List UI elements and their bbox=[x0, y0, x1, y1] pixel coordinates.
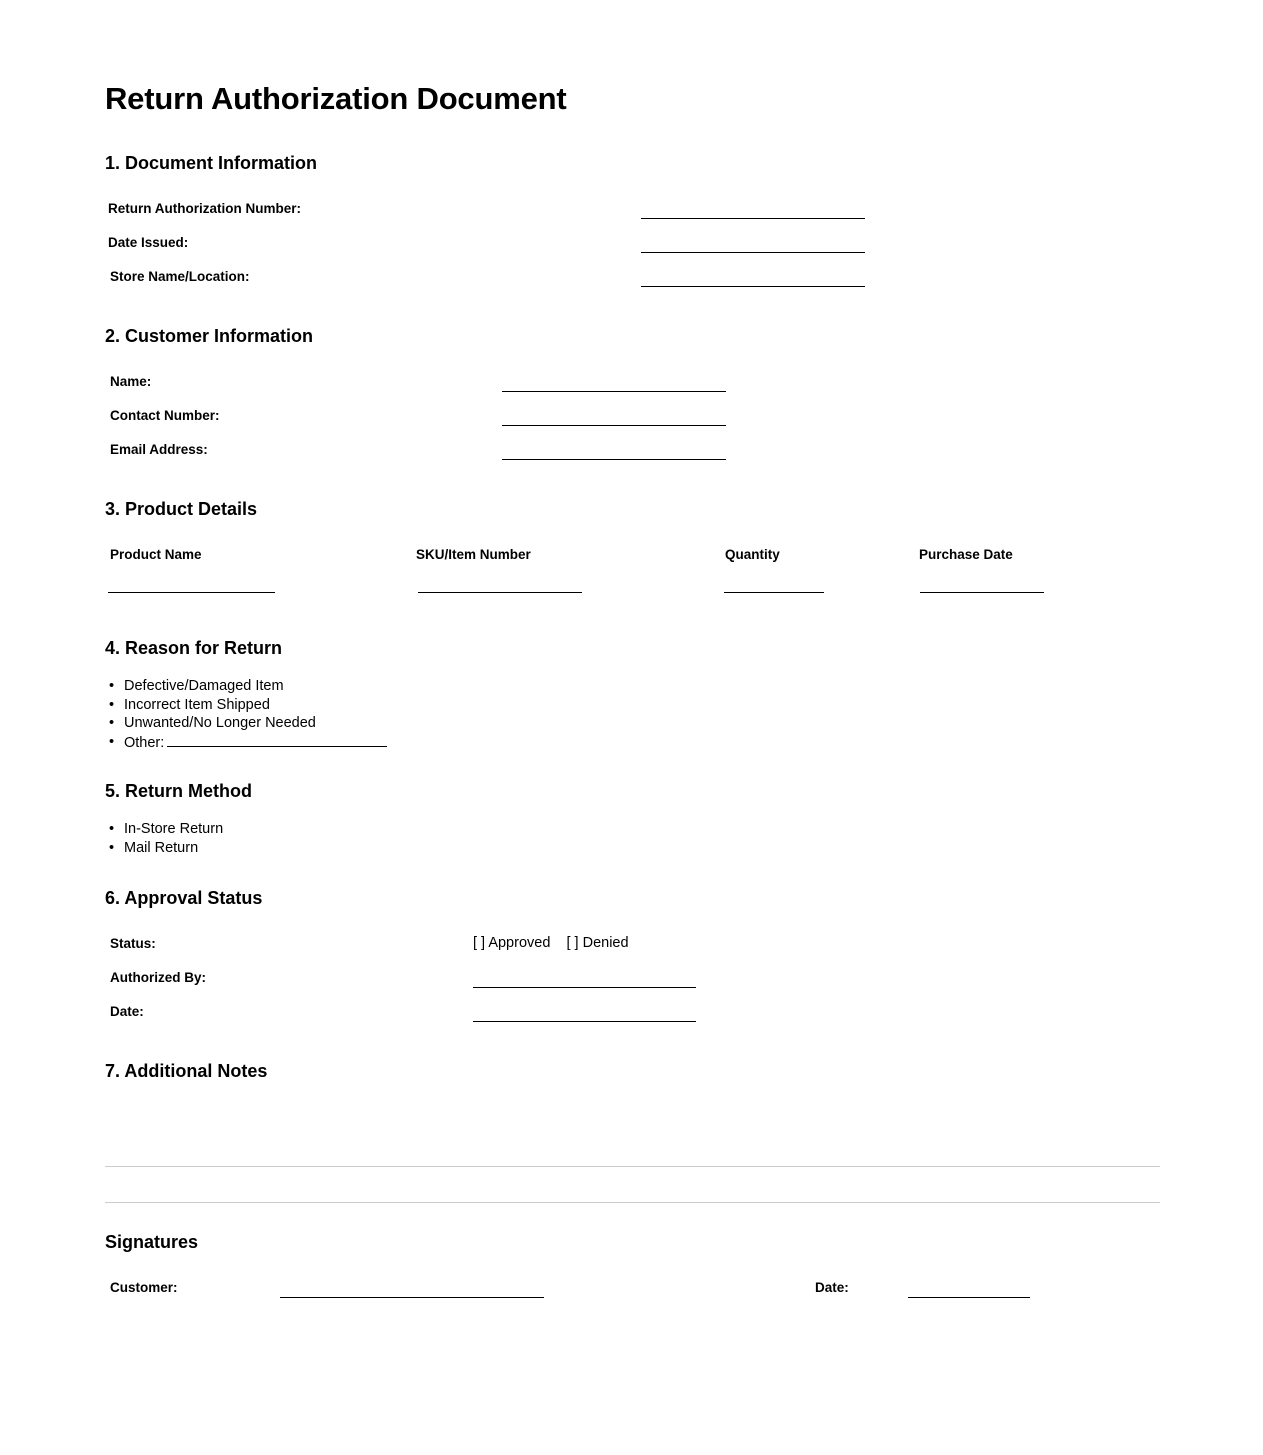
section-heading-document-information: 1. Document Information bbox=[105, 153, 318, 173]
notes-line-2[interactable] bbox=[105, 1202, 1160, 1203]
input-approval-date[interactable] bbox=[473, 1021, 696, 1022]
return-method-list bbox=[105, 820, 223, 857]
section-heading-customer-information: 2. Customer Information bbox=[105, 326, 314, 346]
reason-for-return-list bbox=[105, 677, 387, 752]
input-quantity[interactable] bbox=[724, 592, 824, 593]
page-title: Return Authorization Document bbox=[105, 81, 567, 116]
list-item-reason-unwanted[interactable]: • Unwanted/No Longer Needed bbox=[105, 714, 387, 733]
label-customer-name: Name: bbox=[110, 374, 152, 389]
input-product-name[interactable] bbox=[108, 592, 275, 593]
column-header-purchase-date: Purchase Date bbox=[919, 547, 1013, 562]
input-store-name-location[interactable] bbox=[641, 286, 865, 287]
list-item-method-mail[interactable]: • Mail Return bbox=[105, 839, 223, 858]
column-header-sku-item-number: SKU/Item Number bbox=[416, 547, 531, 562]
column-header-product-name: Product Name bbox=[110, 547, 202, 562]
status-checkbox-group[interactable]: [ ] Approved [ ] Denied bbox=[473, 935, 629, 951]
input-signature-customer[interactable] bbox=[280, 1297, 544, 1298]
label-status: Status: bbox=[110, 936, 156, 951]
section-heading-reason-for-return: 4. Reason for Return bbox=[105, 638, 283, 658]
input-authorized-by[interactable] bbox=[473, 987, 696, 988]
notes-line-1[interactable] bbox=[105, 1166, 1160, 1167]
column-header-quantity: Quantity bbox=[725, 547, 780, 562]
label-signature-date: Date: bbox=[815, 1280, 849, 1295]
section-heading-signatures: Signatures bbox=[105, 1232, 199, 1252]
input-customer-name[interactable] bbox=[502, 391, 726, 392]
label-approval-date: Date: bbox=[110, 1004, 144, 1019]
input-return-authorization-number[interactable] bbox=[641, 218, 865, 219]
label-store-name-location: Store Name/Location: bbox=[110, 269, 250, 284]
input-contact-number[interactable] bbox=[502, 425, 726, 426]
list-item-reason-defective[interactable]: • Defective/Damaged Item bbox=[105, 677, 387, 696]
input-date-issued[interactable] bbox=[641, 252, 865, 253]
label-authorized-by: Authorized By: bbox=[110, 970, 206, 985]
label-contact-number: Contact Number: bbox=[110, 408, 220, 423]
section-heading-additional-notes: 7. Additional Notes bbox=[105, 1061, 268, 1081]
input-signature-date[interactable] bbox=[908, 1297, 1030, 1298]
input-email-address[interactable] bbox=[502, 459, 726, 460]
list-item-method-in-store[interactable]: • In-Store Return bbox=[105, 820, 223, 839]
label-return-authorization-number: Return Authorization Number: bbox=[108, 201, 301, 216]
label-signature-customer: Customer: bbox=[110, 1280, 178, 1295]
list-item-reason-incorrect[interactable]: • Incorrect Item Shipped bbox=[105, 696, 387, 715]
input-purchase-date[interactable] bbox=[920, 592, 1044, 593]
label-email-address: Email Address: bbox=[110, 442, 208, 457]
list-item-reason-other-label: Other: bbox=[124, 734, 165, 751]
section-heading-return-method: 5. Return Method bbox=[105, 781, 252, 801]
label-date-issued: Date Issued: bbox=[108, 235, 189, 250]
input-sku-item-number[interactable] bbox=[418, 592, 582, 593]
section-heading-product-details: 3. Product Details bbox=[105, 499, 258, 519]
section-heading-approval-status: 6. Approval Status bbox=[105, 888, 263, 908]
list-item-reason-other[interactable] bbox=[105, 733, 387, 753]
input-reason-other[interactable] bbox=[167, 733, 387, 747]
